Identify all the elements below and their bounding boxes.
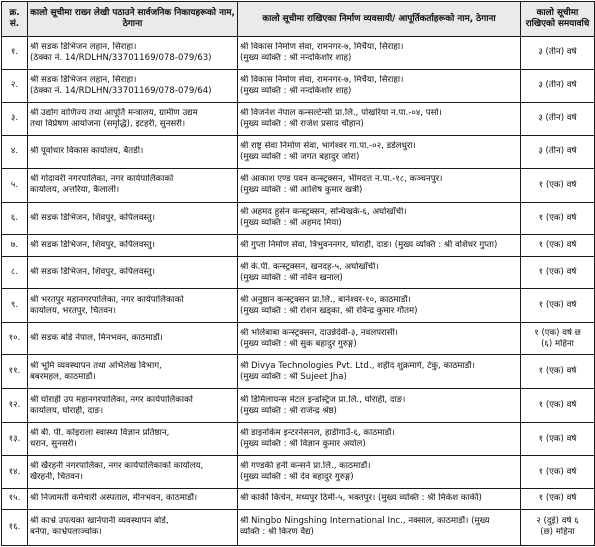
firm-line: श्री गुप्ता निर्माण सेवा, त्रिभुवननगर, घोराही, दाङ। (मुख्य व्यक्ति : श्री वशिधर गुप्ता) (240, 240, 498, 250)
agency-line: (ठेक्का नं. 14/RDLHN/33701169/078-079/63) (30, 52, 212, 63)
agency-line: श्री बी. पी. कोइराला स्वास्थ्य विज्ञान प्रतिष्ठान, (30, 428, 170, 439)
period-line: १ (एक) वर्ष (538, 366, 577, 377)
agency-line: खैरहनी, चितवन। (30, 472, 83, 483)
period-line: १ (एक) वर्ष (538, 179, 577, 190)
serial-number-cell: ३. (2, 102, 28, 135)
serial-number-cell: ६. (2, 202, 28, 234)
period-cell (521, 489, 595, 509)
firm-line: (मुख्य व्यक्ति : श्री रोशन खड्का, श्री रविन्द्र कुमार गौतम) (240, 305, 418, 316)
period-cell (521, 257, 595, 289)
serial-number-cell: १०. (2, 323, 28, 355)
firm-line: श्री डाइनोकेम इन्टरनेसनल, हाडीगाउँ-६, काठमाडौं। (240, 428, 395, 439)
table-row (2, 37, 595, 70)
period-line: १ (एक) वर्ष (538, 433, 577, 444)
firm-cell (238, 289, 521, 323)
serial-number-cell: २. (2, 69, 28, 102)
firm-cell (238, 168, 521, 202)
table-row (2, 355, 595, 389)
period-line: १ (एक) वर्ष (538, 400, 577, 411)
agency-cell (28, 456, 238, 489)
table-row (2, 389, 595, 423)
period-line: २ (दुई) वर्ष ६ (536, 516, 579, 527)
firm-line: (मुख्य व्यक्ति : श्री नविन खनाल) (240, 272, 343, 283)
table-row (2, 509, 595, 545)
agency-cell (28, 257, 238, 289)
table-row (2, 423, 595, 456)
agency-line: श्री पूर्वाधार विकास कार्यालय, बैतडी। (30, 146, 144, 157)
table-row (2, 456, 595, 489)
firm-line: श्री गण्डकी हनी कन्सर्न प्रा.लि., काठमाडौं। (240, 461, 371, 472)
firm-line: (मुख्य व्यक्ति : श्री राजेन्द्र श्रेष्ठ) (240, 405, 337, 416)
period-line: १ (एक) वर्ष (538, 240, 577, 250)
firm-line: (मुख्य व्यक्ति : श्री नन्दकिशोर शाह) (240, 85, 352, 96)
firm-cell (238, 456, 521, 489)
period-cell (521, 423, 595, 456)
period-line: १ (एक) वर्ष (538, 300, 577, 311)
agency-line: कार्यालय, भरतपुर, चितवन। (30, 305, 117, 316)
firm-line: (मुख्य व्यक्ति : श्री आशिष कुमार खत्री) (240, 185, 363, 196)
serial-number-cell: ४. (2, 135, 28, 168)
agency-line: कार्यालय, घोराही, दाङ। (30, 405, 104, 416)
period-line: १ (एक) वर्ष (538, 267, 577, 278)
firm-line: (मुख्य व्यक्ति : श्री Sujeet Jha) (240, 371, 347, 382)
agency-line: श्री खैरहनी नगरपालिका, नगर कार्यपालिकाको कार्यालय, (30, 461, 204, 472)
firm-line: (मुख्य व्यक्ति : श्री जगत बहादुर जोरा) (240, 151, 360, 162)
firm-line: व्यक्ति : श्री किरण वैद्य) (240, 527, 314, 538)
serial-number-cell: १४. (2, 456, 28, 489)
agency-cell (28, 37, 238, 70)
agency-cell (28, 509, 238, 545)
firm-line: (मुख्य व्यक्ति : श्री नन्दकिशोर शाह) (240, 52, 352, 63)
agency-cell (28, 289, 238, 323)
agency-cell (28, 389, 238, 423)
header-firm: कालो सूचीमा राखिएका निर्माण व्यवसायी/ आपूर्तिकर्ताहरूको नाम, ठेगाना (238, 2, 521, 37)
serial-number-cell: ९. (2, 289, 28, 323)
agency-cell (28, 69, 238, 102)
period-line: १ (एक) वर्ष (538, 493, 577, 504)
period-cell (521, 355, 595, 389)
agency-cell (28, 102, 238, 135)
firm-line: (मुख्य व्यक्ति : श्री देव बहादुर गुरुङ्ग) (240, 472, 354, 483)
header-row (2, 2, 595, 37)
period-cell (521, 135, 595, 168)
firm-cell (238, 234, 521, 257)
firm-line: श्री भोलेबाबा कन्स्ट्रक्सन, दाउन्नेदेवी-३, नवलपरासी। (240, 327, 399, 338)
period-cell (521, 202, 595, 234)
serial-number-cell: ७. (2, 234, 28, 257)
firm-line: श्री विकास निर्माण सेवा, रामनगर-७, मिर्चैया, सिराहा। (240, 41, 404, 52)
table-row (2, 257, 595, 289)
firm-line: (मुख्य व्यक्ति : श्री सुक बहादुर गुरुङ्ग) (240, 338, 357, 349)
serial-number-cell: ८. (2, 257, 28, 289)
header-serial-number: क्र. सं. (2, 2, 28, 37)
firm-cell (238, 37, 521, 70)
table-row (2, 69, 595, 102)
period-cell (521, 389, 595, 423)
period-line: (६) महिना (541, 338, 574, 349)
header-period: कालो सूचीमा राखिएको समयावधि (521, 2, 595, 37)
agency-line: धरान, सुनसरी। (30, 439, 77, 450)
period-cell (521, 102, 595, 135)
firm-line: श्री विकास निर्माण सेवा, रामनगर-७, मिर्चैया, सिराहा। (240, 74, 404, 85)
agency-line: श्री सडक डिभिजन लहान, सिराहा। (30, 41, 137, 52)
header-agency: कालो सूचीमा राख्न लेखी पठाउने सार्वजनिक निकायहरूको नाम, ठेगाना (28, 2, 238, 37)
table-row (2, 289, 595, 323)
period-line: १ (एक) वर्ष छ (534, 327, 581, 338)
serial-number-cell: ११. (2, 355, 28, 389)
firm-cell (238, 509, 521, 545)
agency-cell (28, 234, 238, 257)
agency-line: श्री गोदावरी नगरपालिका, नगर कार्यपालिकाको (30, 174, 174, 185)
firm-line: श्री कार्की किचेन, मध्यपुर ठिमी-५, भक्तपुर। (मुख्य व्यक्ति : श्री मिकेश कार्की) (240, 493, 482, 504)
firm-cell (238, 323, 521, 355)
agency-cell (28, 168, 238, 202)
period-line: ३ (तीन) वर्ष (538, 113, 577, 124)
period-cell (521, 37, 595, 70)
agency-line: श्री सडक डिभिजन, शिवपुर, कपिलवस्तु। (30, 267, 155, 278)
period-line: (छ) महिना (540, 527, 575, 538)
agency-line: श्री सडक डिभिजन, शिवपुर, कपिलवस्तु। (30, 212, 155, 223)
period-cell (521, 168, 595, 202)
table-row (2, 234, 595, 257)
agency-line: श्री निजामती कर्मचारी अस्पताल, मीनभवन, काठमाडौं। (30, 493, 198, 504)
firm-line: (मुख्य व्यक्ति : श्री अहमद मिया) (240, 218, 342, 229)
firm-line: (मुख्य व्यक्ति : श्री विज्ञान कुमार अर्याल) (240, 439, 366, 450)
period-cell (521, 69, 595, 102)
firm-cell (238, 489, 521, 509)
period-line: ३ (तीन) वर्ष (538, 146, 577, 157)
agency-cell (28, 489, 238, 509)
table-body (2, 37, 595, 546)
firm-cell (238, 257, 521, 289)
firm-line: श्री के.पी. कन्स्ट्रक्सन, खनदह-५, अर्घाखाँची। (240, 261, 379, 272)
agency-line: श्री भरतपुर महानगरपालिका, नगर कार्यपालिकाको (30, 294, 184, 305)
period-line: ३ (तीन) वर्ष (538, 80, 577, 91)
period-cell (521, 509, 595, 545)
period-line: १ (एक) वर्ष (538, 212, 577, 223)
table-row (2, 168, 595, 202)
agency-cell (28, 423, 238, 456)
serial-number-cell: १३. (2, 423, 28, 456)
serial-number-cell: १५. (2, 489, 28, 509)
firm-cell (238, 389, 521, 423)
table-row (2, 102, 595, 135)
serial-number-cell: ५. (2, 168, 28, 202)
agency-line: (ठेक्का नं. 14/RDLHN/33701169/078-079/64) (30, 85, 212, 96)
firm-line: श्री डिमिलायन्स मेटल इन्डस्ट्रिज प्रा.लि., घोराही, दाङ। (240, 394, 406, 405)
period-line: ३ (तीन) वर्ष (538, 47, 577, 58)
firm-cell (238, 69, 521, 102)
agency-line: कार्यालय, अत्तरिया, कैलाली। (30, 185, 120, 196)
period-cell (521, 234, 595, 257)
agency-cell (28, 323, 238, 355)
agency-line: श्री काभ्रे उपत्यका खानेपानी व्यवस्थापन बोर्ड, (30, 516, 169, 527)
serial-number-cell: १६. (2, 509, 28, 545)
period-cell (521, 456, 595, 489)
period-cell (521, 289, 595, 323)
serial-number-cell: १२. (2, 389, 28, 423)
agency-line: श्री भूमि व्यवस्थापन तथा अभिलेख विभाग, (30, 360, 162, 371)
firm-line: श्री Ningbo Ningshing International Inc., नक्साल, काठमाडौं। (मुख्य (240, 516, 490, 527)
table-row (2, 323, 595, 355)
firm-line: श्री राष्ट्र सेवा निर्माण सेवा, भागेश्वर गा.पा.-०२, डडेलधुरा। (240, 140, 416, 151)
agency-line: तथा विप्रेषण आयोजना (समृद्धि), इटहरी, सुनसरी। (30, 118, 186, 129)
agency-line: श्री उद्योग वाणिज्य तथा आपूर्ति मन्त्रालय, ग्रामीण उद्यम (30, 107, 198, 118)
firm-cell (238, 355, 521, 389)
firm-cell (238, 102, 521, 135)
agency-line: श्री घोराही उप महानगरपालिका, नगर कार्यपालिकाको (30, 394, 193, 405)
period-cell (521, 323, 595, 355)
agency-line: श्री सडक बोर्ड नेपाल, मिनभवन, काठमाडौं। (30, 333, 163, 344)
serial-number-cell: १. (2, 37, 28, 70)
agency-line: बबरमहल, काठमाडौं। (30, 371, 96, 382)
agency-cell (28, 355, 238, 389)
agency-cell (28, 202, 238, 234)
firm-line: श्री अनुष्ठान कन्स्ट्रक्सन प्रा.लि., बानेश्वर-१०, काठमाडौं। (240, 294, 411, 305)
table-row (2, 489, 595, 509)
blacklist-table (1, 1, 595, 546)
agency-line: श्री सडक डिभिजन, शिवपुर, कपिलवस्तु। (30, 240, 155, 250)
agency-cell (28, 135, 238, 168)
table-row (2, 135, 595, 168)
firm-cell (238, 202, 521, 234)
agency-line: श्री सडक डिभिजन लहान, सिराहा। (30, 74, 137, 85)
firm-line: श्री आकाश एण्ड पवन कन्स्ट्रक्सन, भीमदत्त न.पा.-१८, कञ्चनपुर। (240, 174, 443, 185)
firm-cell (238, 423, 521, 456)
agency-line: बनेपा, काभ्रेपलाञ्चोक। (30, 527, 102, 538)
table-row (2, 202, 595, 234)
firm-line: श्री अहमद हुसेन कन्स्ट्रक्सन, सन्धिखर्क-६, अर्घाखाँची। (240, 207, 407, 218)
period-line: १ (एक) वर्ष (538, 466, 577, 477)
firm-cell (238, 135, 521, 168)
firm-line: श्री विजनेश नेपाल कन्सल्टेन्सी प्रा.लि., पोखरिया न.पा.-०४, पर्सा। (240, 107, 442, 118)
firm-line: श्री Divya Technologies Pvt. Ltd., शहीद शुक्रमार्ग, टेकु, काठमाडौं। (240, 360, 475, 371)
firm-line: (मुख्य व्यक्ति : श्री राजेश प्रसाद चौहान) (240, 118, 364, 129)
